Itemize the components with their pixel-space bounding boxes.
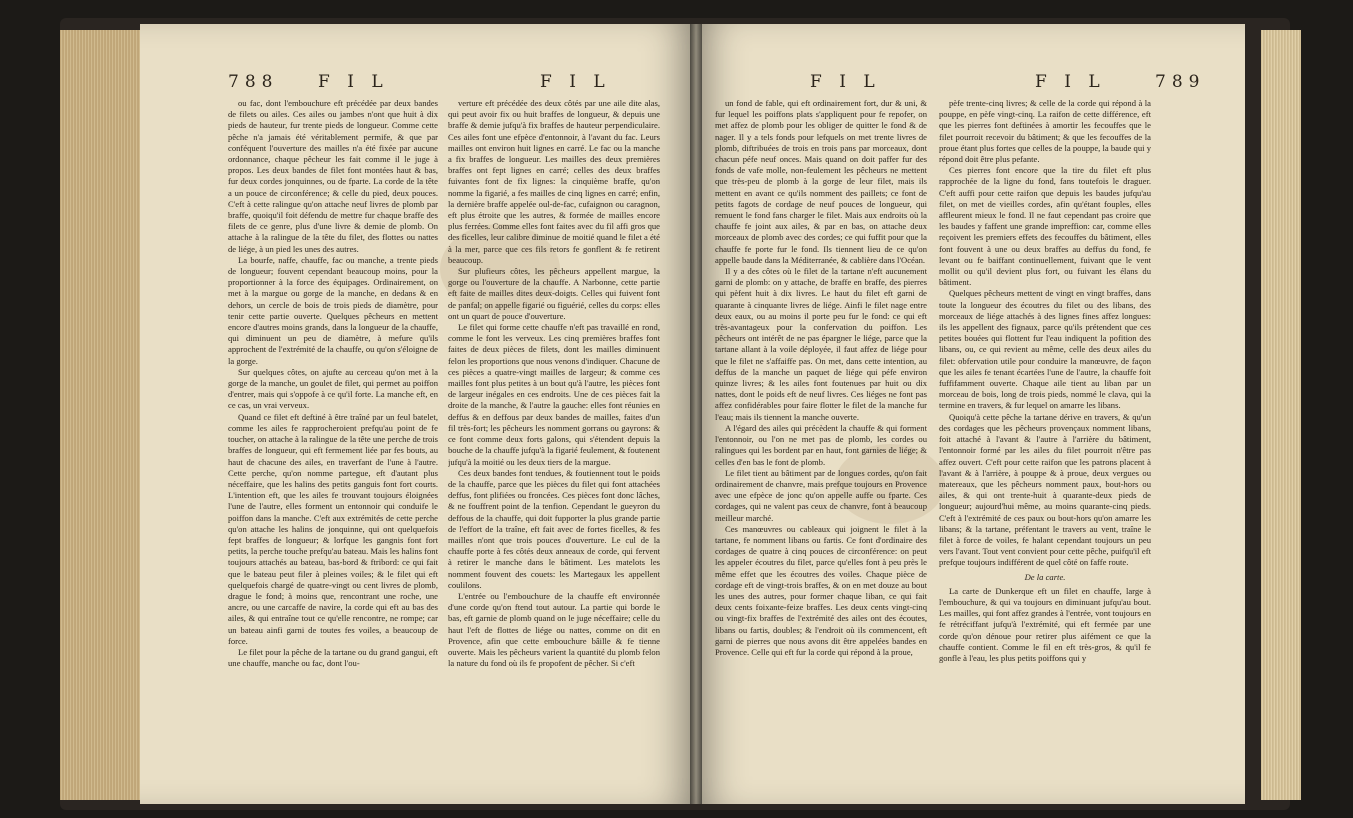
paragraph: Il y a des côtes où le filet de la tartane n'eft aucunement garni de plomb: on y attache, de braffe en braffe, des pierres qui pèfent huit à dix livres. Le haut du filet eft garni de quarante à cinquante livres de liége. Ainfi le filet nage entre deux eaux, ou au moins il porte peu fur le fond: ce qui eft très-avantageux pour la confervation du poiffon. Les pêcheurs ont intérêt de ne pas épargner le liége, parce que la tartane allant à la voile déployée, il faut affez de liége pour que le filet ne s'affaiffe pas. On met, dans cette intention, au deffus de la manche un paquet de liége qui péfe environ quinze livres; & les ailes font foutenues par huit ou dix nattes, dont le poids eft de neuf livres. Ces liéges ne font pas affez confidérables pour faire flotter le filet de la manche fur l'eau; mais ils tiennent la manche ouverte. [715, 266, 927, 422]
running-head: F I L [540, 72, 611, 92]
paragraph: Quoiqu'à cette pêche la tartane dérive en travers, & qu'un des cordages que les pêcheurs provençaux nomment libans, foit attaché à l'avant & l'autre à l'arrière du bâtiment, l'entonnoir formé par les ailes du filet pourroit n'être pas affez ouvert. C'eft pour cette raifon que les patrons placent à l'avant & à l'arrière, à pouppe & à proue, deux vergues ou matereaux, que les pêcheurs nomment paux, bout-hors ou ailes, & qui ont trente-huit à quarante-deux pieds de longueur; aujourd'hui même, au moins quarante-cinq pieds. C'eft à l'extrémité de ces paux ou bout-hors qu'on amarre les libans; & la tartane, préfentant le travers au vent, traîne le filet à force de voiles, fe halant cependant toujours un peu vers l'avant. Tout vent convient pour cette pêche, puifqu'il eft prefque toujours indifférent de quel côté on faffe route. [939, 411, 1151, 568]
left-page-column-1 [228, 98, 438, 788]
paragraph: Sur quelques côtes, on ajufte au cerceau qu'on met à la gorge de la manche, un goulet de filet, qui permet au poiffon d'entrer, mais qui s'oppofe à ce qu'il forte. La manche eft, en ce cas, un vrai verveux. [228, 366, 438, 411]
book-gutter [690, 24, 702, 804]
right-page [695, 24, 1245, 804]
paragraph: un fond de fable, qui eft ordinairement fort, dur & uni, & fur lequel les poiffons plats s'appliquent pour fe repofer, on met affez de plomb pour les obliger de quitter le fond & de nager. Il y a tels fonds pour lefquels on met trente livres de plomb, diftribuées de trois en trois pans par morceaux, dont chacun péfe neuf onces. Mais quand on doit paffer fur des fonds de vafe molle, non-feulement les pêcheurs ne mettent que très-peu de plomb à la gorge de leur filet, mais ils mettent en avant ce qu'ils nomment des paillets; ce font de petits fagots de cordage de neuf pouces de longueur, qui remuent le fond fans charger le filet. Mais aux endroits où la chauffe fe joint aux ailes, & par en bas, on attache deux morceaux de plomb avec des cordes; ce qui fuffit pour que la chauffe fe porte fur le fond. Ils tiennent lieu de ce qu'on appelle baude dans la Méditerranée, & cablière dans l'Océan. [715, 98, 927, 265]
running-head: F I L [318, 72, 389, 92]
running-head: F I L [810, 72, 881, 92]
section-title: De la carte. [1024, 571, 1066, 582]
paragraph: La bourfe, naffe, chauffe, fac ou manche, a trente pieds de longueur; fouvent cependant beaucoup moins, pour la proportionner à la force des équipages. Ordinairement, on met à la margue ou gorge de la manche, en dedans & en dehors, un cercle de bois de trois pieds de diamètre, pour tenir cette partie ouverte. Quelques pêcheurs en mettent encore d'autres moins grands, dans la longueur de la chauffe, qui diminuent un peu de diamètre, à mefure qu'ils approchent de l'extrémité de la chauffe, ou qu'on s'éloigne de la gorge. [228, 254, 438, 366]
running-head: F I L [1035, 72, 1106, 92]
paragraph: L'entrée ou l'embouchure de la chauffe eft environnée d'une corde qu'on ftend tout autour. La partie qui borde le bas, eft garnie de plomb quand on le juge néceffaire; celle du haut l'eft de flottes de liége ou nattes, comme on dit en Provence, afin que cette embouchure bâille & fe tienne ouverte. Mais les pêcheurs varient la quantité du plomb felon la nature du fond où ils fe propofent de pêcher. Si c'eft [448, 590, 660, 669]
paragraph: pèfe trente-cinq livres; & celle de la corde qui répond à la pouppe, en pèfe vingt-cinq. La raifon de cette différence, eft que les pierres font deftinées à amortir les fecouffes que le filet pourroit recevoir du bâtiment; & que les fecouffes de la proue étant plus fortes que celles de la pouppe, la baude qui y répond doit être plus pefante. [939, 98, 1151, 165]
paragraph: Le filet pour la pêche de la tartane ou du grand gangui, eft une chauffe, manche ou fac, dont l'ou- [228, 646, 438, 669]
right-page-column-2 [939, 98, 1151, 788]
paragraph: Quand ce filet eft deftiné à être traîné par un feul batelet, comme les ailes fe rapprocheroient prefqu'au point de fe toucher, on attache à la ralingue de la tête une perche de trois braffes de longueur, qui eft fermement liée par fes bouts, au haut de chacune des ailes, en traverfant de l'une à l'autre. Cette perche, qu'on nomme partegue, eft d'autant plus néceffaire, que les halins des petits ganguis font fort courts. L'intention eft, que les ailes fe trouvant toujours éloignées l'une de l'autre, elles forment un entonnoir qui conduife le poiffon dans la manche. C'eft aux extrémités de cette perche qu'on attache les halins de jonquinne, qui ont quelquefois fept braffes de longueur; & lorfque les gangnis font fort petits, la perche touche prefqu'au bateau. Mais les halins font toujours attachés au bateau, bas-bord & ftribord: ce qui fait que le bateau peut filer à pleines voiles; & le filet qui eft quelquefois chargé de quatre-vingt ou cent livres de plomb, drague le fond; à moins que, rencontrant une roche, une ancre, ou une carcaffe de navire, la corde qui eft au bas des ailes, & qui entraîne tout ce qu'elle rencontre, ne rompe; car un bateau ainfi garni de toutes fes voiles, a beaucoup de force. [228, 411, 438, 646]
paragraph: A l'égard des ailes qui précèdent la chauffe & qui forment l'entonnoir, ou l'on ne met pas de plomb, les cordes ou ralingues qui les bordent par en haut, font garnies de liége; & celles d'en bas le font de plomb. [715, 422, 927, 467]
paragraph: Le filet qui forme cette chauffe n'eft pas travaillé en rond, comme le font les verveux. Les cinq premières braffes font faites de deux pièces de filets, dont les mailles diminuent felon les proportions que nous venons d'indiquer. Chacune de ces pièces a quatre-vingt mailles de largeur; & comme ces mailles font plus petites à un bout qu'à l'autre, les pièces font de largeur inégales en ces endroits. Une de ces pièces fait la droite de la manche, & l'autre la gauche: elles font réunies en deffus & en deffous par deux bandes de mailles, faites d'un fil très-fort; les pêcheurs les nomment gorrans ou gayrons: & ce font comme deux forts galons, qui s'étendent depuis la bouche de la chauffe jufqu'à la figarié feulement, & foutenent jufqu'à la moitié ou les deux tiers de la margue. [448, 322, 660, 467]
page-number: 789 [1155, 72, 1206, 92]
left-page [140, 24, 695, 804]
page-edges-right [1261, 30, 1301, 800]
paragraph: Le filet tient au bâtiment par de longues cordes, qu'on fait ordinairement de chanvre, mais prefque toujours en Provence avec une efpèce de jonc qu'on appelle auffe ou fparte. Ces cordages, qui ne valent pas ceux de chanvre, font à beaucoup meilleur marché. [715, 467, 927, 523]
paragraph: Ces pierres font encore que la tire du filet eft plus rapprochée de la ligne du fond, fans toutefois le draguer. C'eft auffi pour cette raifon que depuis les baudes jufqu'au filet, on met de vieilles cordes, afin qu'étant fouples, elles affleurent mieux le fond. Il ne faut cependant pas croire que les baudes y faffent une grande impreffion: car, comme elles reçoivent les premiers effets des fecouffes du bâtiment, elles font fouvent à une ou deux braffes au deffus du fond, fe levant ou fe baiffant continuellement, fuivant que le vent mollit ou qu'il devient plus fort, ou fuivant les élans du bâtiment. [939, 165, 1151, 288]
page-edges-left [60, 30, 140, 800]
paragraph: Quelques pêcheurs mettent de vingt en vingt braffes, dans toute la longueur des écoutres du filet ou des libans, des morceaux de liége attachés à des lignes fines affez longues: ils les appellent des fignaux, parce qu'ils prétendent que ces petites bouées qui flottent fur l'eau indiquent la pofition des libans, ou, ce qui revient au même, celle des deux ailes du filet: obfervation utile pour conduire la manœuvre, de façon que les ailes fe tenant écartées l'une de l'autre, la chauffe foit fuffifamment ouverte. Chaque aile tient au liban par un morceau de bois, long de trois pieds, nommé le clava, qui la termine en travers, & fur lequel on amarre les libans. [939, 288, 1151, 411]
paragraph: verture eft précédée des deux côtés par une aile dite alas, qui peut avoir fix ou huit braffes de longueur, & depuis une braffe & demie jufqu'à fix braffes de hauteur perpendiculaire. Ces ailes font une efpèce d'entonnoir, à l'avant du fac. Leurs mailles ont environ huit lignes en carré. Le fac ou la manche a fix braffes de longueur. Les mailles des deux premières braffes ont fept lignes en carré; celles des deux braffes fuivantes font de fix lignes: la cinquième braffe, qu'on nomme la figarié, a fes mailles de cinq lignes en carré; enfin, la dernière braffe appelée oul-de-fac, cufaignon ou caragnon, eft plus étroite que les autres, & formée de mailles encore plus ferrées. Comme elles font faites avec du fil affi gros que des ficelles, leur calibre diminue de moitié quand le filet a été à la mer, parce que ces fils retors fe gonflent & fe retirent beaucoup. [448, 98, 660, 265]
left-page-column-2 [448, 98, 660, 788]
left-page-header [140, 72, 695, 96]
paragraph: ou fac, dont l'embouchure eft précédée par deux bandes de filets ou ailes. Ces ailes ou jambes n'ont que huit à dix pieds de hauteur, fur trente pieds de longueur. Comme cette pêche n'a jamais été véritablement permife, & que par conféquent l'ouverture des mailles n'a été fixée par aucune ordonnance, chaque pêcheur les fait comme il le juge à propos. Les deux bandes de filet font montées haut & bas, fur deux cordes jonquinnes, ou de fparte. La corde de la tête a un pouce de circonférence; & celle du pied, deux pouces. C'eft à cette ralingue qu'on attache neuf livres de plomb par braffe, quoiqu'il foit défendu de mettre fur chaque braffe des filets de ce genre, plus d'une livre & demie de plomb. On attache à la ralingue de la tête du filet, des flottes ou nattes de liége, à un pied les unes des autres. [228, 98, 438, 254]
paragraph: Sur plufieurs côtes, les pêcheurs appellent margue, la gorge ou l'ouverture de la chauffe. A Narbonne, cette partie eft faite de mailles dites deux-doigts. Celles qui fuivent font de panfal; on appelle figarié ou figuérié, celles du corps: elles ont un quart de pouce d'ouverture. [448, 266, 660, 321]
page-number: 788 [228, 72, 279, 92]
paragraph: La carte de Dunkerque eft un filet en chauffe, large à l'embouchure, & qui va toujours en diminuant jufqu'au bout. Les mailles, qui font affez grandes à l'entrée, vont toujours en fe rétréciffant jufqu'à l'extrémité, qui eft fermée par une corde qu'on dénoue pour retirer plus aifément ce que la chauffe contient. Comme le fil en eft très-gros, & qu'il fe gonfle à l'eau, les plus petits poiffons qui y [939, 585, 1151, 663]
paragraph: Ces manœuvres ou cableaux qui joignent le filet à la tartane, fe nomment libans ou fartis. Ce font d'ordinaire des cordages de quatre à cinq pouces de circonférence: on peut les appeler écoutres du filet, parce qu'elles font à peu près le même effet que les écoutres des voiles. Chaque pièce de cordage eft de vingt-trois braffes, & on en met douze au bout les unes des autres, pour former chaque liban, ce qui fait deux cents foixante-feize braffes. Les deux cents vingt-cinq ou vingt-fix braffes de l'extrémité des ailes ont des écoutes, libans ou fartis, doubles; & l'endroit où ils commencent, eft garni de pierres que nous avons dit être appelées bandes en Provence. Celle qui eft fur la corde qui répond à la proue, [715, 523, 927, 657]
paragraph: Ces deux bandes font tendues, & foutiennent tout le poids de la chauffe, parce que les pièces du filet qui font attachées deffus, font plifiées ou froncées. Ces pièces font donc lâches, & ne fouffrent point de la tenfion. Cependant le gueyron du deffous de la chauffe, qui doit fupporter la plus grande partie de l'effort de la traîne, eft fait avec de fortes ficelles, & fes mailles n'ont que trois pouces d'ouverture. Le cul de la chauffe porte à fes côtés deux anneaux de corde, qui fervent à retirer le manche dans le bâtiment. Les matelots les nomment fouvent des couets: les Martegaux les appellent coulilons. [448, 467, 660, 590]
right-page-column-1 [715, 98, 927, 788]
right-page-header [695, 72, 1245, 96]
